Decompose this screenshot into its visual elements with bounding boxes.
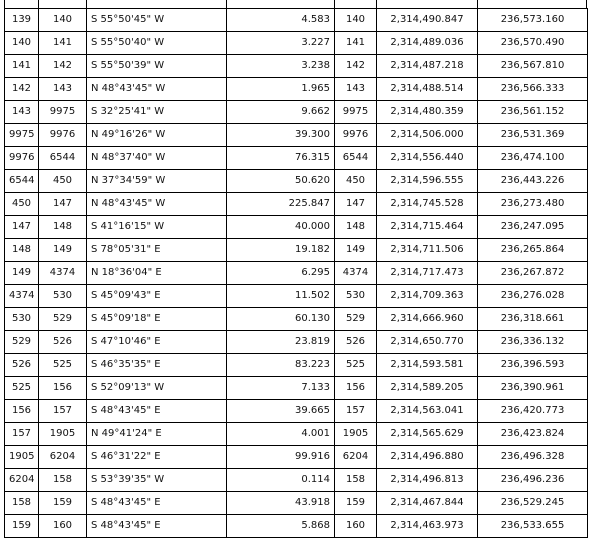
station-from-cell: 525 <box>5 377 39 400</box>
northing-y-cell: 2,314,467.844 <box>377 492 478 515</box>
bearing-cell: N 37°34'59" W <box>87 170 227 193</box>
northing-y-cell: 2,314,717.473 <box>377 262 478 285</box>
station-to-cell: 530 <box>39 285 87 308</box>
station-to-cell: 6544 <box>39 147 87 170</box>
bearing-cell: N 49°41'24" E <box>87 423 227 446</box>
station-from-cell: 139 <box>5 9 39 32</box>
table-row <box>5 331 588 354</box>
station-from-cell: 157 <box>5 423 39 446</box>
point-cell: 140 <box>335 9 377 32</box>
point-cell: 450 <box>335 170 377 193</box>
easting-x-cell: 236,318.661 <box>478 308 588 331</box>
point-cell: 148 <box>335 216 377 239</box>
bearing-cell: N 18°36'04" E <box>87 262 227 285</box>
table-row <box>5 193 588 216</box>
easting-x-cell: 236,336.132 <box>478 331 588 354</box>
distance-cell: 40.000 <box>227 216 335 239</box>
easting-x-cell: 236,420.773 <box>478 400 588 423</box>
point-cell: 526 <box>335 331 377 354</box>
bearing-cell: S 46°31'22" E <box>87 446 227 469</box>
point-cell: 157 <box>335 400 377 423</box>
point-cell: 147 <box>335 193 377 216</box>
distance-cell: 39.300 <box>227 124 335 147</box>
bearing-cell: S 78°05'31" E <box>87 239 227 262</box>
station-to-cell: 450 <box>39 170 87 193</box>
bearing-cell: N 49°16'26" W <box>87 124 227 147</box>
northing-y-cell: 2,314,715.464 <box>377 216 478 239</box>
northing-y-cell: 2,314,593.581 <box>377 354 478 377</box>
easting-x-cell: 236,533.655 <box>478 515 588 538</box>
easting-x-cell: 236,247.095 <box>478 216 588 239</box>
point-cell: 1905 <box>335 423 377 446</box>
easting-x-cell: 236,567.810 <box>478 55 588 78</box>
northing-y-cell: 2,314,589.205 <box>377 377 478 400</box>
easting-x-cell: 236,474.100 <box>478 147 588 170</box>
station-from-cell: 147 <box>5 216 39 239</box>
point-cell: 9976 <box>335 124 377 147</box>
table-row <box>5 147 588 170</box>
station-from-cell: 9975 <box>5 124 39 147</box>
table-row <box>5 9 588 32</box>
table-row <box>5 78 588 101</box>
bearing-cell: S 48°43'45" E <box>87 492 227 515</box>
northing-y-cell: 2,314,488.514 <box>377 78 478 101</box>
table-row <box>5 170 588 193</box>
bearing-cell: N 48°37'40" W <box>87 147 227 170</box>
bearing-cell: S 55°50'39" W <box>87 55 227 78</box>
point-cell: 160 <box>335 515 377 538</box>
northing-y-cell: 2,314,489.036 <box>377 32 478 55</box>
distance-cell: 19.182 <box>227 239 335 262</box>
station-to-cell: 157 <box>39 400 87 423</box>
table-row <box>5 124 588 147</box>
bearing-cell: N 48°43'45" W <box>87 193 227 216</box>
northing-y-cell: 2,314,565.629 <box>377 423 478 446</box>
distance-cell: 23.819 <box>227 331 335 354</box>
bearing-cell: S 48°43'45" E <box>87 515 227 538</box>
easting-x-cell: 236,265.864 <box>478 239 588 262</box>
easting-x-cell: 236,276.028 <box>478 285 588 308</box>
station-to-cell: 6204 <box>39 446 87 469</box>
northing-y-cell: 2,314,496.880 <box>377 446 478 469</box>
station-to-cell: 9976 <box>39 124 87 147</box>
station-to-cell: 158 <box>39 469 87 492</box>
station-from-cell: 529 <box>5 331 39 354</box>
northing-y-cell: 2,314,563.041 <box>377 400 478 423</box>
table-row <box>5 216 588 239</box>
station-from-cell: 159 <box>5 515 39 538</box>
distance-cell: 11.502 <box>227 285 335 308</box>
point-cell: 529 <box>335 308 377 331</box>
table-row <box>5 101 588 124</box>
table-row <box>5 285 588 308</box>
station-to-cell: 140 <box>39 9 87 32</box>
easting-x-cell: 236,396.593 <box>478 354 588 377</box>
point-cell: 6544 <box>335 147 377 170</box>
distance-cell: 0.114 <box>227 469 335 492</box>
station-to-cell: 1905 <box>39 423 87 446</box>
easting-x-cell: 236,423.824 <box>478 423 588 446</box>
survey-coordinates-table <box>4 8 588 538</box>
table-row <box>5 239 588 262</box>
distance-cell: 4.583 <box>227 9 335 32</box>
distance-cell: 99.916 <box>227 446 335 469</box>
northing-y-cell: 2,314,463.973 <box>377 515 478 538</box>
table-row <box>5 469 588 492</box>
station-to-cell: 529 <box>39 308 87 331</box>
point-cell: 158 <box>335 469 377 492</box>
table-row <box>5 262 588 285</box>
station-from-cell: 4374 <box>5 285 39 308</box>
northing-y-cell: 2,314,709.363 <box>377 285 478 308</box>
station-from-cell: 158 <box>5 492 39 515</box>
table-body <box>5 9 588 538</box>
bearing-cell: S 45°09'18" E <box>87 308 227 331</box>
station-to-cell: 4374 <box>39 262 87 285</box>
table-row <box>5 446 588 469</box>
table-row <box>5 55 588 78</box>
northing-y-cell: 2,314,506.000 <box>377 124 478 147</box>
station-from-cell: 526 <box>5 354 39 377</box>
table-row <box>5 492 588 515</box>
table-row <box>5 515 588 538</box>
point-cell: 142 <box>335 55 377 78</box>
northing-y-cell: 2,314,650.770 <box>377 331 478 354</box>
station-from-cell: 149 <box>5 262 39 285</box>
point-cell: 530 <box>335 285 377 308</box>
northing-y-cell: 2,314,745.528 <box>377 193 478 216</box>
point-cell: 9975 <box>335 101 377 124</box>
bearing-cell: S 48°43'45" E <box>87 400 227 423</box>
table-row <box>5 377 588 400</box>
northing-y-cell: 2,314,480.359 <box>377 101 478 124</box>
easting-x-cell: 236,496.236 <box>478 469 588 492</box>
station-to-cell: 147 <box>39 193 87 216</box>
northing-y-cell: 2,314,711.506 <box>377 239 478 262</box>
table-row <box>5 308 588 331</box>
easting-x-cell: 236,390.961 <box>478 377 588 400</box>
point-cell: 143 <box>335 78 377 101</box>
northing-y-cell: 2,314,487.218 <box>377 55 478 78</box>
station-to-cell: 141 <box>39 32 87 55</box>
easting-x-cell: 236,570.490 <box>478 32 588 55</box>
bearing-cell: S 46°35'35" E <box>87 354 227 377</box>
station-from-cell: 143 <box>5 101 39 124</box>
northing-y-cell: 2,314,496.813 <box>377 469 478 492</box>
northing-y-cell: 2,314,666.960 <box>377 308 478 331</box>
bearing-cell: N 48°43'45" W <box>87 78 227 101</box>
distance-cell: 4.001 <box>227 423 335 446</box>
easting-x-cell: 236,267.872 <box>478 262 588 285</box>
distance-cell: 76.315 <box>227 147 335 170</box>
point-cell: 4374 <box>335 262 377 285</box>
station-from-cell: 450 <box>5 193 39 216</box>
distance-cell: 1.965 <box>227 78 335 101</box>
station-to-cell: 156 <box>39 377 87 400</box>
station-to-cell: 9975 <box>39 101 87 124</box>
bearing-cell: S 47°10'46" E <box>87 331 227 354</box>
station-to-cell: 142 <box>39 55 87 78</box>
northing-y-cell: 2,314,596.555 <box>377 170 478 193</box>
bearing-cell: S 41°16'15" W <box>87 216 227 239</box>
bearing-cell: S 45°09'43" E <box>87 285 227 308</box>
point-cell: 159 <box>335 492 377 515</box>
point-cell: 156 <box>335 377 377 400</box>
station-to-cell: 148 <box>39 216 87 239</box>
distance-cell: 5.868 <box>227 515 335 538</box>
station-to-cell: 160 <box>39 515 87 538</box>
station-to-cell: 149 <box>39 239 87 262</box>
table-row <box>5 400 588 423</box>
easting-x-cell: 236,529.245 <box>478 492 588 515</box>
point-cell: 149 <box>335 239 377 262</box>
station-from-cell: 530 <box>5 308 39 331</box>
table-row <box>5 354 588 377</box>
point-cell: 525 <box>335 354 377 377</box>
station-from-cell: 156 <box>5 400 39 423</box>
station-to-cell: 143 <box>39 78 87 101</box>
distance-cell: 39.665 <box>227 400 335 423</box>
bearing-cell: S 32°25'41" W <box>87 101 227 124</box>
station-from-cell: 6544 <box>5 170 39 193</box>
distance-cell: 3.227 <box>227 32 335 55</box>
station-from-cell: 9976 <box>5 147 39 170</box>
table-row <box>5 32 588 55</box>
easting-x-cell: 236,443.226 <box>478 170 588 193</box>
distance-cell: 50.620 <box>227 170 335 193</box>
station-from-cell: 142 <box>5 78 39 101</box>
distance-cell: 3.238 <box>227 55 335 78</box>
station-to-cell: 525 <box>39 354 87 377</box>
easting-x-cell: 236,273.480 <box>478 193 588 216</box>
station-from-cell: 141 <box>5 55 39 78</box>
station-from-cell: 1905 <box>5 446 39 469</box>
station-from-cell: 140 <box>5 32 39 55</box>
northing-y-cell: 2,314,556.440 <box>377 147 478 170</box>
point-cell: 141 <box>335 32 377 55</box>
distance-cell: 9.662 <box>227 101 335 124</box>
table-row <box>5 423 588 446</box>
northing-y-cell: 2,314,490.847 <box>377 9 478 32</box>
distance-cell: 60.130 <box>227 308 335 331</box>
point-cell: 6204 <box>335 446 377 469</box>
station-to-cell: 159 <box>39 492 87 515</box>
easting-x-cell: 236,496.328 <box>478 446 588 469</box>
easting-x-cell: 236,566.333 <box>478 78 588 101</box>
bearing-cell: S 55°50'45" W <box>87 9 227 32</box>
bearing-cell: S 53°39'35" W <box>87 469 227 492</box>
station-from-cell: 148 <box>5 239 39 262</box>
easting-x-cell: 236,573.160 <box>478 9 588 32</box>
distance-cell: 83.223 <box>227 354 335 377</box>
easting-x-cell: 236,561.152 <box>478 101 588 124</box>
bearing-cell: S 55°50'40" W <box>87 32 227 55</box>
distance-cell: 225.847 <box>227 193 335 216</box>
easting-x-cell: 236,531.369 <box>478 124 588 147</box>
distance-cell: 43.918 <box>227 492 335 515</box>
distance-cell: 6.295 <box>227 262 335 285</box>
station-to-cell: 526 <box>39 331 87 354</box>
station-from-cell: 6204 <box>5 469 39 492</box>
bearing-cell: S 52°09'13" W <box>87 377 227 400</box>
distance-cell: 7.133 <box>227 377 335 400</box>
